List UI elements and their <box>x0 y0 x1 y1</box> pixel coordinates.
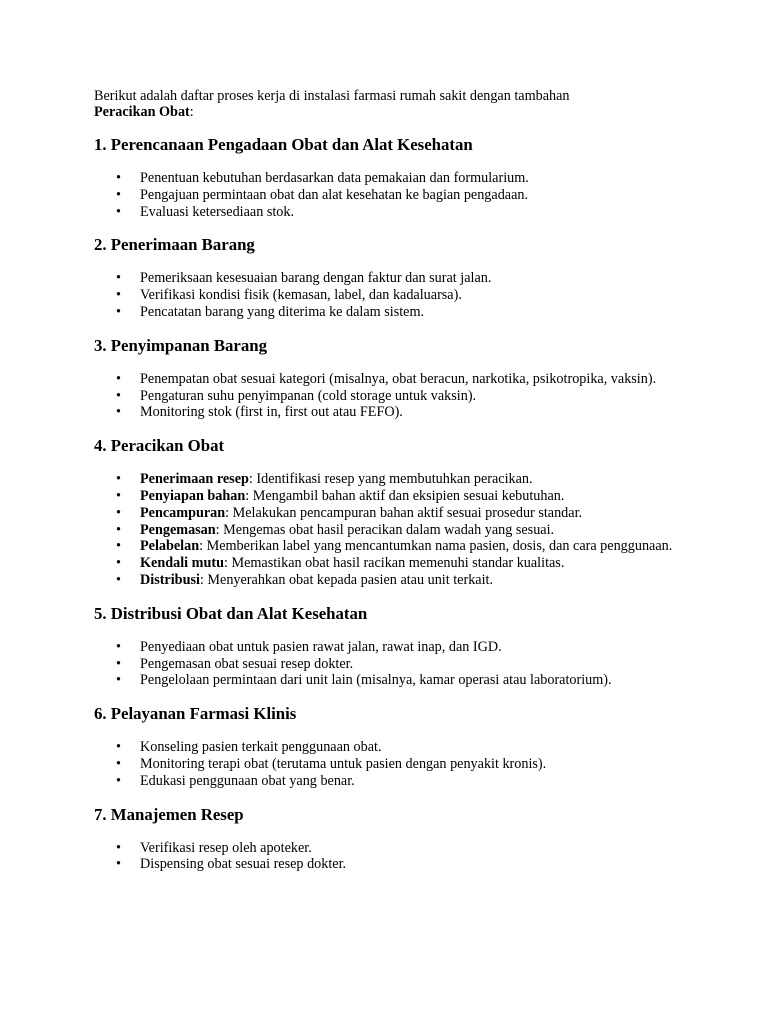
list-item: • Pemeriksaan kesesuaian barang dengan faktur dan surat jalan. <box>94 270 694 287</box>
list-item: • Penempatan obat sesuai kategori (misalnya, obat beracun, narkotika, psikotropika, vaksin). <box>94 371 694 388</box>
list-item <box>94 555 694 572</box>
bullet-list <box>94 639 694 689</box>
list-item <box>94 505 694 522</box>
bullet-list <box>94 371 694 421</box>
list-item: • Pengelolaan permintaan dari unit lain (misalnya, kamar operasi atau laboratorium). <box>94 672 694 689</box>
list-item: • Pengaturan suhu penyimpanan (cold storage untuk vaksin). <box>94 388 694 405</box>
section-heading: 4. Peracikan Obat <box>94 436 225 456</box>
list-item: • Konseling pasien terkait penggunaan obat. <box>94 739 694 756</box>
item-term: Penerimaan resep <box>140 471 249 488</box>
item-term: Pengemasan <box>140 521 216 538</box>
item-desc: : Memberikan label yang mencantumkan nama pasien, dosis, dan cara penggunaan. <box>199 538 673 555</box>
list-item: • Pencatatan barang yang diterima ke dalam sistem. <box>94 304 694 321</box>
section-3 <box>94 336 694 421</box>
bullet-list <box>94 471 694 589</box>
list-item <box>94 572 694 589</box>
bullet-list <box>94 739 694 789</box>
list-item: • Monitoring terapi obat (terutama untuk pasien dengan penyakit kronis). <box>94 756 694 773</box>
list-item: • Edukasi penggunaan obat yang benar. <box>94 773 694 790</box>
section-heading: 2. Penerimaan Barang <box>94 235 255 255</box>
section-heading: 5. Distribusi Obat dan Alat Kesehatan <box>94 603 368 623</box>
item-term: Distribusi <box>140 571 200 588</box>
bullet-list <box>94 170 694 220</box>
list-item <box>94 522 694 539</box>
section-heading: 6. Pelayanan Farmasi Klinis <box>94 704 297 724</box>
item-term: Pencampuran <box>140 504 226 521</box>
item-desc: : Melakukan pencampuran bahan aktif sesuai prosedur standar. <box>225 504 583 521</box>
bullet-list <box>94 270 694 320</box>
bullet-list <box>94 840 694 874</box>
list-item: • Evaluasi ketersediaan stok. <box>94 204 694 221</box>
list-item <box>94 488 694 505</box>
section-heading: 7. Manajemen Resep <box>94 804 244 824</box>
list-item: • Pengajuan permintaan obat dan alat kesehatan ke bagian pengadaan. <box>94 187 694 204</box>
section-heading: 1. Perencanaan Pengadaan Obat dan Alat Kesehatan <box>94 135 473 154</box>
intro-colon: : <box>189 104 194 120</box>
item-desc: : Mengambil bahan aktif dan eksipien sesuai kebutuhan. <box>245 487 565 504</box>
section-5 <box>94 604 694 689</box>
item-term: Pelabelan <box>140 538 200 555</box>
list-item: • Penyediaan obat untuk pasien rawat jalan, rawat inap, dan IGD. <box>94 639 694 656</box>
section-4 <box>94 436 694 589</box>
intro-paragraph <box>94 88 694 120</box>
list-item: • Monitoring stok (first in, first out atau FEFO). <box>94 404 694 421</box>
section-7 <box>94 805 694 874</box>
section-6 <box>94 704 694 789</box>
list-item <box>94 538 694 555</box>
list-item: • Penentuan kebutuhan berdasarkan data pemakaian dan formularium. <box>94 170 694 187</box>
list-item <box>94 471 694 488</box>
item-term: Kendali mutu <box>140 555 224 572</box>
intro-bold-term: Peracikan Obat <box>94 104 190 120</box>
section-1 <box>94 135 694 220</box>
list-item: • Dispensing obat sesuai resep dokter. <box>94 856 694 873</box>
list-item: • Verifikasi kondisi fisik (kemasan, label, dan kadaluarsa). <box>94 287 694 304</box>
item-desc: : Identifikasi resep yang membutuhkan peracikan. <box>248 471 533 488</box>
item-desc: : Menyerahkan obat kepada pasien atau unit terkait. <box>199 571 494 588</box>
item-desc: : Memastikan obat hasil racikan memenuhi standar kualitas. <box>223 555 565 572</box>
item-desc: : Mengemas obat hasil peracikan dalam wadah yang sesuai. <box>215 521 555 538</box>
list-item: • Verifikasi resep oleh apoteker. <box>94 840 694 857</box>
section-2 <box>94 235 694 320</box>
intro-text: Berikut adalah daftar proses kerja di instalasi farmasi rumah sakit dengan tambahan <box>94 88 570 104</box>
document-page <box>94 88 694 873</box>
item-term: Penyiapan bahan <box>140 487 246 504</box>
section-heading: 3. Penyimpanan Barang <box>94 335 267 355</box>
list-item: • Pengemasan obat sesuai resep dokter. <box>94 656 694 673</box>
